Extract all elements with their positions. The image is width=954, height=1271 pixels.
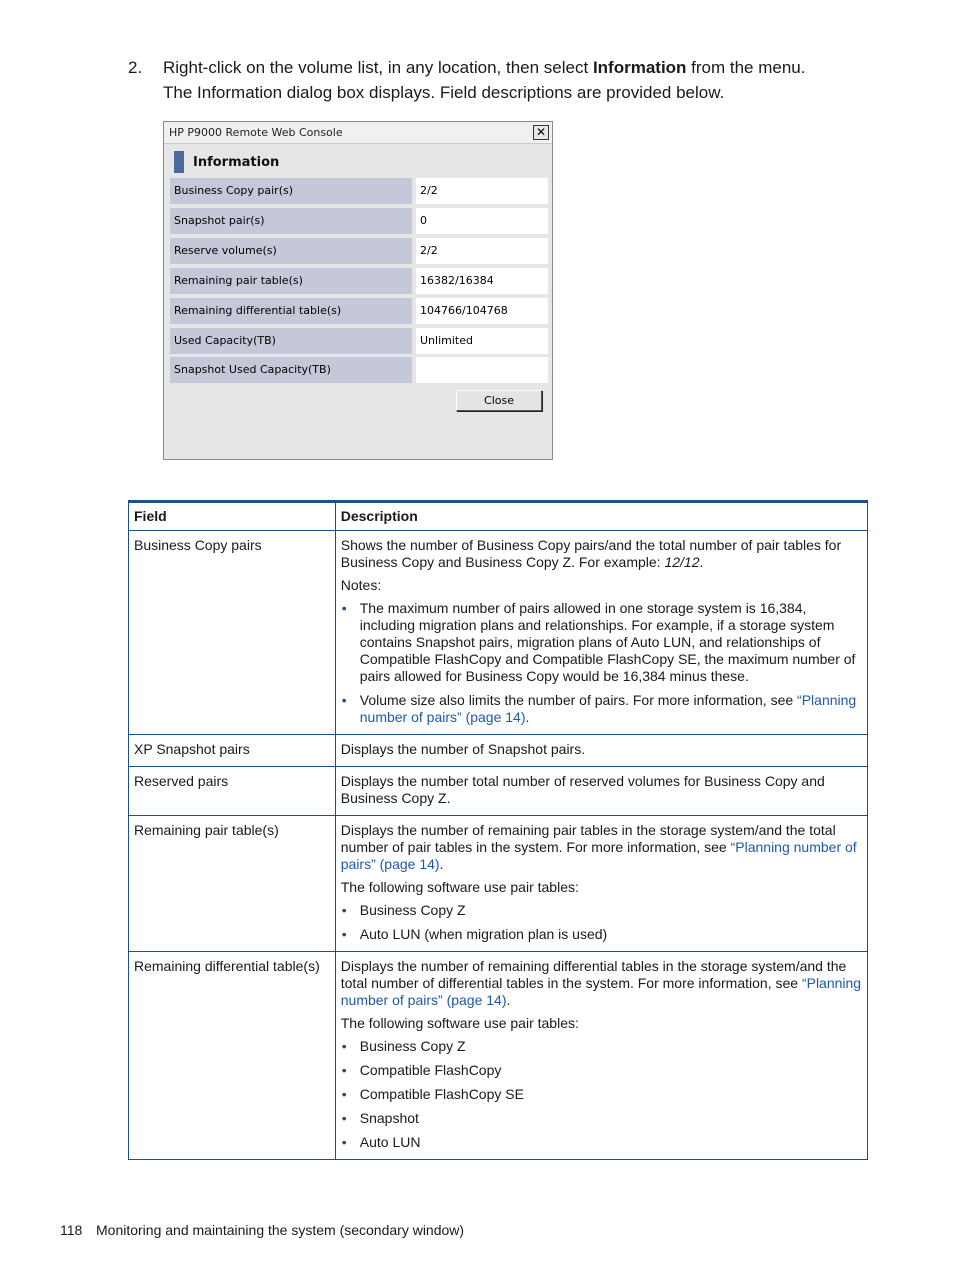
info-label: Snapshot pair(s)	[170, 208, 412, 234]
list-item-text: Compatible FlashCopy	[359, 1062, 502, 1078]
bullet-icon: •	[341, 902, 347, 918]
list-item-text: Business Copy Z	[359, 902, 466, 918]
info-row-snapshot	[170, 208, 548, 234]
step-number: 2.	[128, 58, 143, 77]
list-item	[341, 926, 862, 943]
description-text-part: .	[699, 554, 704, 570]
info-label: Remaining pair table(s)	[170, 268, 412, 294]
info-label: Remaining differential table(s)	[170, 298, 412, 324]
list-item	[341, 1038, 862, 1055]
list-item	[341, 1110, 862, 1127]
info-value: 16382/16384	[416, 268, 548, 294]
page-number: 118	[60, 1222, 83, 1238]
table-row	[129, 816, 868, 952]
description-text-part: Displays the number of remaining differential tables in the storage system/and the total number of differential tables in the system. For more information, see	[340, 958, 847, 991]
list-item-text: Auto LUN (when migration plan is used)	[359, 926, 608, 942]
example-value: 12/12	[664, 554, 700, 570]
field-cell: XP Snapshot pairs	[129, 735, 336, 767]
info-label: Snapshot Used Capacity(TB)	[170, 357, 412, 383]
list-item	[341, 600, 862, 685]
list-item-text: Compatible FlashCopy SE	[359, 1086, 524, 1102]
description-text-part: .	[506, 992, 511, 1008]
notes-label: Notes:	[340, 577, 382, 593]
info-value: 2/2	[416, 238, 548, 264]
step-body	[163, 55, 853, 105]
step-line-1	[163, 55, 853, 80]
following-software-text: The following software use pair tables:	[340, 1015, 579, 1031]
description-cell: Displays the number total number of reserved volumes for Business Copy and Business Copy Z.	[335, 767, 867, 816]
column-header-field: Field	[129, 502, 336, 531]
info-value: 2/2	[416, 178, 548, 204]
description-cell	[335, 952, 867, 1160]
table-row	[129, 952, 868, 1160]
information-dialog	[163, 121, 553, 460]
planning-pairs-link[interactable]: “Planning number of pairs” (page 14)	[340, 839, 857, 872]
description-cell	[335, 816, 867, 952]
info-label: Used Capacity(TB)	[170, 328, 412, 354]
table-row	[129, 531, 868, 735]
list-item-text: Volume size also limits the number of pairs. For more information, see	[359, 692, 798, 708]
table-row	[129, 767, 868, 816]
list-item	[341, 1086, 862, 1103]
info-row-remaining-pair-table	[170, 268, 548, 294]
header-accent-bar	[174, 151, 184, 173]
dialog-header-title: Information	[193, 155, 280, 170]
field-cell: Business Copy pairs	[129, 531, 336, 735]
planning-pairs-link[interactable]: “Planning number of pairs” (page 14)	[340, 975, 862, 1008]
list-item-text: .	[525, 709, 530, 725]
step-bold-word: Information	[592, 58, 687, 77]
info-value: Unlimited	[416, 328, 548, 354]
bullet-icon: •	[341, 1110, 347, 1126]
table-header-row	[129, 502, 868, 531]
bullet-icon: •	[341, 692, 347, 708]
list-item	[341, 1134, 862, 1151]
column-header-description: Description	[335, 502, 867, 531]
info-value: 0	[416, 208, 548, 234]
info-row-used-capacity	[170, 328, 548, 354]
close-icon[interactable]: ✕	[533, 125, 549, 140]
close-button[interactable]: Close	[456, 390, 542, 411]
description-text-part: Shows the number of Business Copy pairs/and the total number of pair tables for Business Copy and Business Copy Z. For example:	[340, 537, 842, 570]
info-label: Business Copy pair(s)	[170, 178, 412, 204]
description-cell	[335, 531, 867, 735]
description-text	[341, 958, 862, 1009]
following-software-text: The following software use pair tables:	[340, 879, 579, 895]
dialog-title-bar	[164, 122, 552, 144]
table-row	[129, 735, 868, 767]
bullet-icon: •	[341, 1134, 347, 1150]
planning-pairs-link[interactable]: “Planning number of pairs” (page 14)	[359, 692, 857, 725]
list-item-text: The maximum number of pairs allowed in one storage system is 16,384, including migration plans and relationships. For example, if a storage system contains Snapshot pairs, migration plans of Auto LUN, and relationships of Compatible FlashCopy and Compatible FlashCopy SE, the maximum number of pairs allowed for Business Copy would be 16,384 minus these.	[359, 600, 856, 684]
field-cell: Reserved pairs	[129, 767, 336, 816]
info-value	[416, 357, 548, 383]
list-item-text: Business Copy Z	[359, 1038, 466, 1054]
notes-list	[341, 600, 862, 726]
footer-title: Monitoring and maintaining the system (secondary window)	[96, 1222, 465, 1238]
list-item	[341, 902, 862, 919]
field-description-table	[128, 500, 868, 1160]
description-text-part: Displays the number of remaining pair tables in the storage system/and the total number of pair tables in the system. For more information, see	[340, 822, 836, 855]
bullet-icon: •	[341, 1038, 347, 1054]
software-list	[341, 1038, 862, 1151]
list-item-text: Snapshot	[359, 1110, 419, 1126]
bullet-icon: •	[341, 1086, 347, 1102]
bullet-icon: •	[341, 926, 347, 942]
description-text	[341, 822, 862, 873]
software-list	[341, 902, 862, 943]
info-row-reserve-volume	[170, 238, 548, 264]
step-text-after: from the menu.	[686, 58, 806, 77]
list-item-text: Auto LUN	[359, 1134, 421, 1150]
description-text	[341, 537, 862, 571]
list-item	[341, 1062, 862, 1079]
bullet-icon: •	[341, 1062, 347, 1078]
step-text-before: Right-click on the volume list, in any location, then select	[163, 58, 593, 77]
info-row-remaining-differential-table	[170, 298, 548, 324]
list-item	[341, 692, 862, 726]
field-cell: Remaining pair table(s)	[129, 816, 336, 952]
info-row-snapshot-used-capacity	[170, 357, 548, 383]
field-cell: Remaining differential table(s)	[129, 952, 336, 1160]
info-label: Reserve volume(s)	[170, 238, 412, 264]
info-row-business-copy	[170, 178, 548, 204]
step-line-2: The Information dialog box displays. Field descriptions are provided below.	[163, 83, 725, 102]
info-value: 104766/104768	[416, 298, 548, 324]
description-cell: Displays the number of Snapshot pairs.	[335, 735, 867, 767]
dialog-window-title: HP P9000 Remote Web Console	[169, 126, 343, 139]
bullet-icon: •	[341, 600, 347, 616]
description-text-part: .	[439, 856, 444, 872]
